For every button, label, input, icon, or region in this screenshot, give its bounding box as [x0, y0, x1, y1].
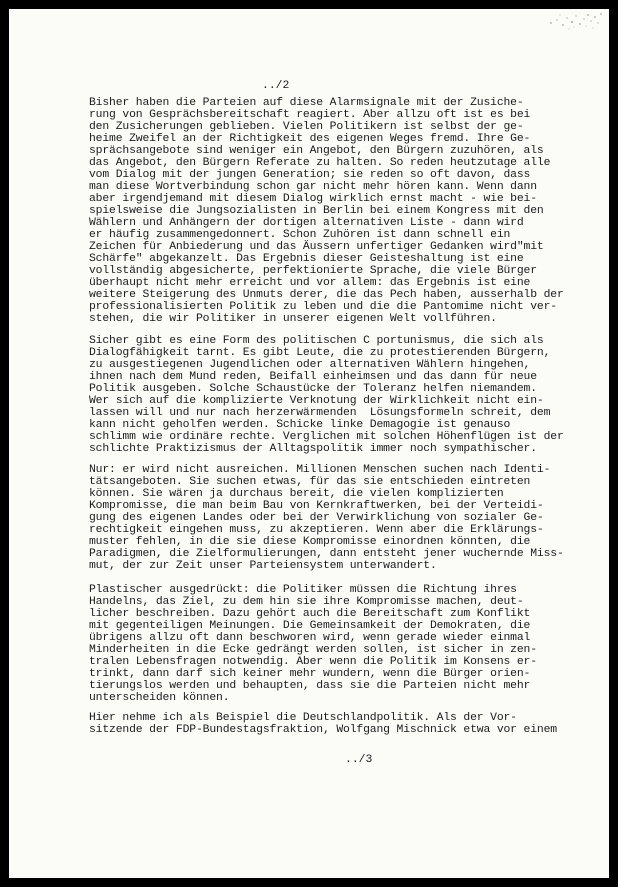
text-line: schlimm wie ordinäre rechte. Verglichen mit solchen Höhenflügen ist der: [89, 431, 564, 443]
text-line: Minderheiten in die Ecke gedrängt werden sollen, ist sicher in zen-: [89, 644, 537, 656]
text-line: Dialogfähigkeit tarnt. Es gibt Leute, die zu protestierenden Bürgern,: [89, 347, 551, 359]
text-line: weitere Steigerung des Unmuts derer, die das Pech haben, ausserhalb der: [89, 289, 564, 301]
text-line: ihnen nach dem Mund reden, Beifall einheimsen und das dann für neue: [89, 371, 537, 383]
text-line: licher beschreiben. Dazu gehört auch die Bereitschaft zum Konflikt: [89, 608, 531, 620]
text-line: vom Dialog mit der jungen Generation; sie reden so oft davon, dass: [89, 169, 531, 181]
text-line: Hier nehme ich als Beispiel die Deutschlandpolitik. Als der Vor-: [89, 712, 517, 724]
text-line: rung von Gesprächsbereitschaft reagiert. Aber allzu oft ist es bei: [89, 109, 531, 121]
text-line: sitzende der FDP-Bundestagsfraktion, Wolfgang Mischnick etwa vor einem: [89, 724, 557, 736]
text-line: kann nicht geholfen werden. Schicke linke Demagogie ist genauso: [89, 419, 511, 431]
text-line: Wer sich auf die komplizierte Verknotung der Wirklichkeit nicht ein-: [89, 395, 544, 407]
text-line: rechtigkeit eingehen muss, zu akzeptieren. Wenn aber die Erklärungs-: [89, 524, 544, 536]
text-line: man diese Wortverbindung schon gar nicht mehr hören kann. Wenn dann: [89, 181, 537, 193]
text-line: Nur: er wird nicht ausreichen. Millionen Menschen suchen nach Identi-: [89, 464, 551, 476]
text-line: trinkt, dann darf sich keiner mehr wundern, wenn die Bürger orien-: [89, 668, 531, 680]
text-line: professionalisierten Politik zu leben und die die Pantomime nicht ver-: [89, 301, 557, 313]
text-line: tierungslos werden und behaupten, dass sie die Parteien nicht mehr: [89, 680, 531, 692]
page-marker-bottom: ../3: [345, 754, 373, 766]
text-line: vollständig abgesicherte, perfektionierte Sprache, die viele Bürger: [89, 265, 537, 277]
text-line: gung des eigenen Landes oder bei der Verwirklichung von sozialer Ge-: [89, 512, 544, 524]
text-line: Handelns, das Ziel, zu dem hin sie ihre Kompromisse machen, deut-: [89, 596, 524, 608]
text-line: übrigens allzu oft dann beschworen wird, wenn gerade wieder einmal: [89, 632, 531, 644]
text-line: stehen, die wir Politiker in unserer eigenen Welt vollführen.: [89, 313, 497, 325]
text-line: den Zusicherungen geblieben. Vielen Politikern ist selbst der ge-: [89, 121, 524, 133]
text-line: aber irgendjemand mit diesem Dialog wirklich ernst macht - wie bei-: [89, 193, 537, 205]
text-line: er häufig zusammengedonnert. Schon Zuhören ist dann schnell ein: [89, 229, 511, 241]
text-line: zu ausgestiegenen Jugendlichen oder alternativen Wählern hingehen,: [89, 359, 531, 371]
text-line: mut, der zur Zeit unser Parteiensystem unterwandert.: [89, 560, 437, 572]
text-line: können. Sie wären ja durchaus bereit, die vielen komplizierten: [89, 488, 504, 500]
text-line: Wählern und Anhängern der dortigen alternativen Liste - dann wird: [89, 217, 524, 229]
text-line: überhaupt nicht mehr erreicht und vor allem: das Ergebnis ist eine: [89, 277, 531, 289]
text-line: heime Zweifel an der Richtigkeit des eigenen Weges fremd. Ihre Ge-: [89, 133, 531, 145]
text-line: das Angebot, den Bürgern Referate zu halten. So reden heutzutage alle: [89, 157, 551, 169]
text-line: Bisher haben die Parteien auf diese Alarmsignale mit der Zusiche-: [89, 97, 524, 109]
text-line: unterscheiden können.: [89, 692, 230, 704]
text-line: tralen Lebensfragen notwendig. Aber wenn die Politik im Konsens er-: [89, 656, 537, 668]
text-line: schlichte Praktizismus der Alltagspolitik immer noch sympathischer.: [89, 443, 537, 455]
text-line: Plastischer ausgedrückt: die Politiker müssen die Richtung ihres: [89, 584, 517, 596]
text-line: spielsweise die Jungsozialisten in Berlin bei einem Kongress mit den: [89, 205, 544, 217]
text-line: Politik ausgeben. Solche Schaustücke der Toleranz helfen niemandem.: [89, 383, 537, 395]
text-line: tätsangeboten. Sie suchen etwas, für das sie entschieden eintreten: [89, 476, 531, 488]
scan-speckle: [545, 11, 605, 33]
text-line: lassen will und nur nach herzerwärmenden Lösungsformeln schreit, dem: [89, 407, 551, 419]
text-line: Sicher gibt es eine Form des politischen C portunismus, die sich als: [89, 335, 544, 347]
text-line: sprächsangebote sind weniger ein Angebot, den Bürgern zuzuhören, als: [89, 145, 544, 157]
text-line: Paradigmen, die Zielformulierungen, dann entsteht jener wuchernde Miss-: [89, 548, 564, 560]
document-page: [9, 9, 609, 878]
text-line: Kompromisse, die man beim Bau von Kernkraftwerken, bei der Verteidi-: [89, 500, 544, 512]
text-line: Schärfe" abgekanzelt. Das Ergebnis dieser Geisteshaltung ist eine: [89, 253, 524, 265]
text-line: muster fehlen, in die sie diese Kompromisse einordnen könnten, die: [89, 536, 531, 548]
text-line: mit gegenteiligen Meinungen. Die Gemeinsamkeit der Demokraten, die: [89, 620, 531, 632]
text-line: Zeichen für Anbiederung und das Äussern unfertiger Gedanken wird"mit: [89, 241, 544, 253]
page-marker-top: ../2: [262, 80, 290, 92]
